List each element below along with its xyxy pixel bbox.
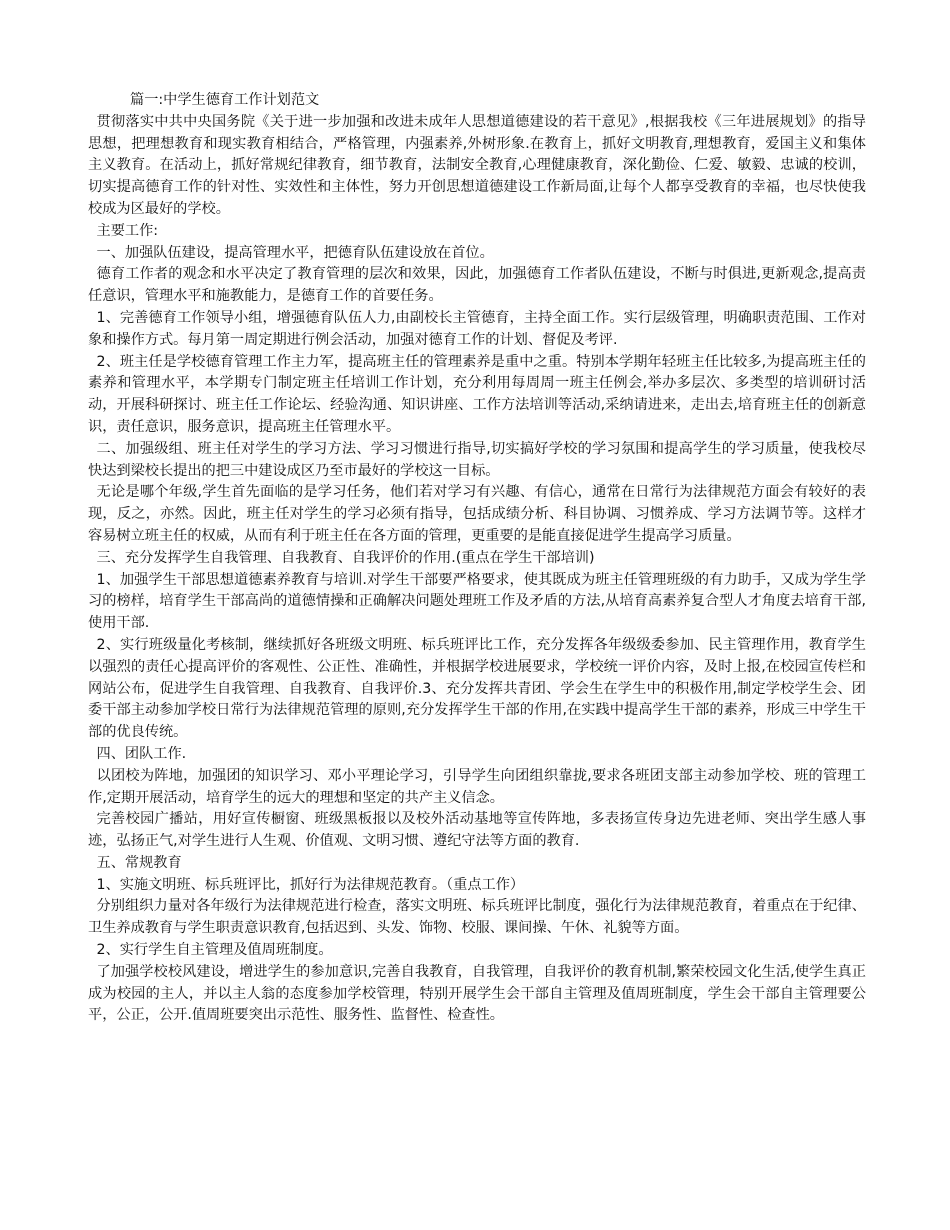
paragraph: 1、完善德育工作领导小组，增强德育队伍人力,由副校长主管德育，主持全面工作。实行层级管理，明确职责范围、工作对象和操作方式。每月第一周定期进行例会活动，加强对德育工作的计划、督促及考评. <box>88 309 866 348</box>
paragraph: 1、实施文明班、标兵班评比，抓好行为法律规范教育。（重点工作） <box>96 876 525 893</box>
paragraph: 2、实行学生自主管理及值周班制度。 <box>96 942 333 959</box>
paragraph: 分别组织力量对各年级行为法律规范进行检查，落实文明班、标兵班评比制度，强化行为法律规范教育，着重点在于纪律、卫生养成教育与学生职责意识教育,包括迟到、头发、饰物、校服、课间操、午休、礼貌等方面。 <box>88 898 866 937</box>
paragraph-main-work-heading: 主要工作: <box>96 222 159 239</box>
paragraph-intro: 贯彻落实中共中央国务院《关于进一步加强和改进未成年人思想道德建设的若干意见》,根据我校《三年进展规划》的指导思想，把理想教育和现实教育相结合，严格管理，内强素养,外树形象.在教育上，抓好文明教育,理想教育，爱国主义和集体主义教育。在活动上，抓好常规纪律教育，细节教育，法制安全教育,心理健康教育，深化勤俭、仁爱、敏毅、忠诚的校训，切实提高德育工作的针对性、实效性和主体性，努力开创思想道德建设工作新局面,让每个人都享受教育的幸福，也尽快使我校成为区最好的学校。 <box>88 113 866 217</box>
paragraph: 完善校园广播站，用好宣传橱窗、班级黑板报以及校外活动基地等宣传阵地，多表扬宣传身边先进老师、突出学生感人事迹，弘扬正气,对学生进行人生观、价值观、文明习惯、遵纪守法等方面的教育. <box>88 811 866 850</box>
paragraph: 以团校为阵地，加强团的知识学习、邓小平理论学习，引导学生向团组织靠拢,要求各班团支部主动参加学校、班的管理工作,定期开展活动，培育学生的远大的理想和坚定的共产主义信念。 <box>88 767 866 806</box>
section-heading-1: 一、加强队伍建设，提高管理水平，把德育队伍建设放在首位。 <box>96 244 494 261</box>
document-page <box>88 90 866 1027</box>
paragraph: 2、实行班级量化考核制，继续抓好各班级文明班、标兵班评比工作，充分发挥各年级级委参加、民主管理作用，教育学生以强烈的责任心提高评价的客观性、公正性、准确性，并根据学校进展要求，学校统一评价内容，及时上报,在校园宣传栏和网站公布，促进学生自我管理、自我教育、自我评价.3、充分发挥共青团、学会生在学生中的积极作用,制定学校学生会、团委干部主动参加学校日常行为法律规范管理的原则,充分发挥学生干部的作用,在实践中提高学生干部的素养，形成三中学生干部的优良传统。 <box>88 636 866 741</box>
paragraph: 德育工作者的观念和水平决定了教育管理的层次和效果，因此，加强德育工作者队伍建设，不断与时俱进,更新观念,提高责任意识，管理水平和施教能力，是德育工作的首要任务。 <box>88 266 866 305</box>
section-heading-3: 三、充分发挥学生自我管理、自我教育、自我评价的作用.(重点在学生干部培训) <box>96 549 595 566</box>
document-title: 篇一:中学生德育工作计划范文 <box>130 92 320 108</box>
section-heading-5: 五、常规教育 <box>96 854 182 871</box>
section-heading-2: 二、加强级组、班主任对学生的学习方法、学习习惯进行指导,切实搞好学校的学习氛围和提高学生的学习质量，使我校尽快达到梁校长提出的把三中建设成区乃至市最好的学校这一目标。 <box>88 440 866 479</box>
paragraph: 1、加强学生干部思想道德素养教育与培训.对学生干部要严格要求，使其既成为班主任管理班级的有力助手，又成为学生学习的榜样，培育学生干部高尚的道德情操和正确解决问题处理班工作及矛盾的方法,从培育高素养复合型人才角度去培育干部,使用干部. <box>88 571 866 632</box>
section-heading-4: 四、团队工作. <box>96 745 187 762</box>
paragraph: 了加强学校校风建设，增进学生的参加意识,完善自我教育，自我管理，自我评价的教育机制,繁荣校园文化生活,使学生真正成为校园的主人，并以主人翁的态度参加学校管理，特别开展学生会干部自主管理及值周班制度，学生会干部自主管理要公平，公正，公开.值周班要突出示范性、服务性、监督性、检查性。 <box>88 963 866 1024</box>
paragraph: 无论是哪个年级,学生首先面临的是学习任务，他们若对学习有兴趣、有信心，通常在日常行为法律规范方面会有较好的表现，反之，亦然。因此，班主任对学生的学习必须有指导，包括成绩分析、科目协调、习惯养成、学习方法调节等。这样才容易树立班主任的权威，从而有利于班主任在各方面的管理，更重要的是能直接促进学生提高学习质量。 <box>88 484 866 544</box>
paragraph: 2、班主任是学校德育管理工作主力军，提高班主任的管理素养是重中之重。特别本学期年轻班主任比较多,为提高班主任的素养和管理水平，本学期专门制定班主任培训工作计划，充分利用每周周一班主任例会,举办多层次、多类型的培训研讨活动，开展科研探讨、班主任工作论坛、经验沟通、知识讲座、工作方法培训等活动,采纳请进来，走出去,培育班主任的创新意识，责任意识，服务意识，提高班主任管理水平。 <box>88 353 866 435</box>
